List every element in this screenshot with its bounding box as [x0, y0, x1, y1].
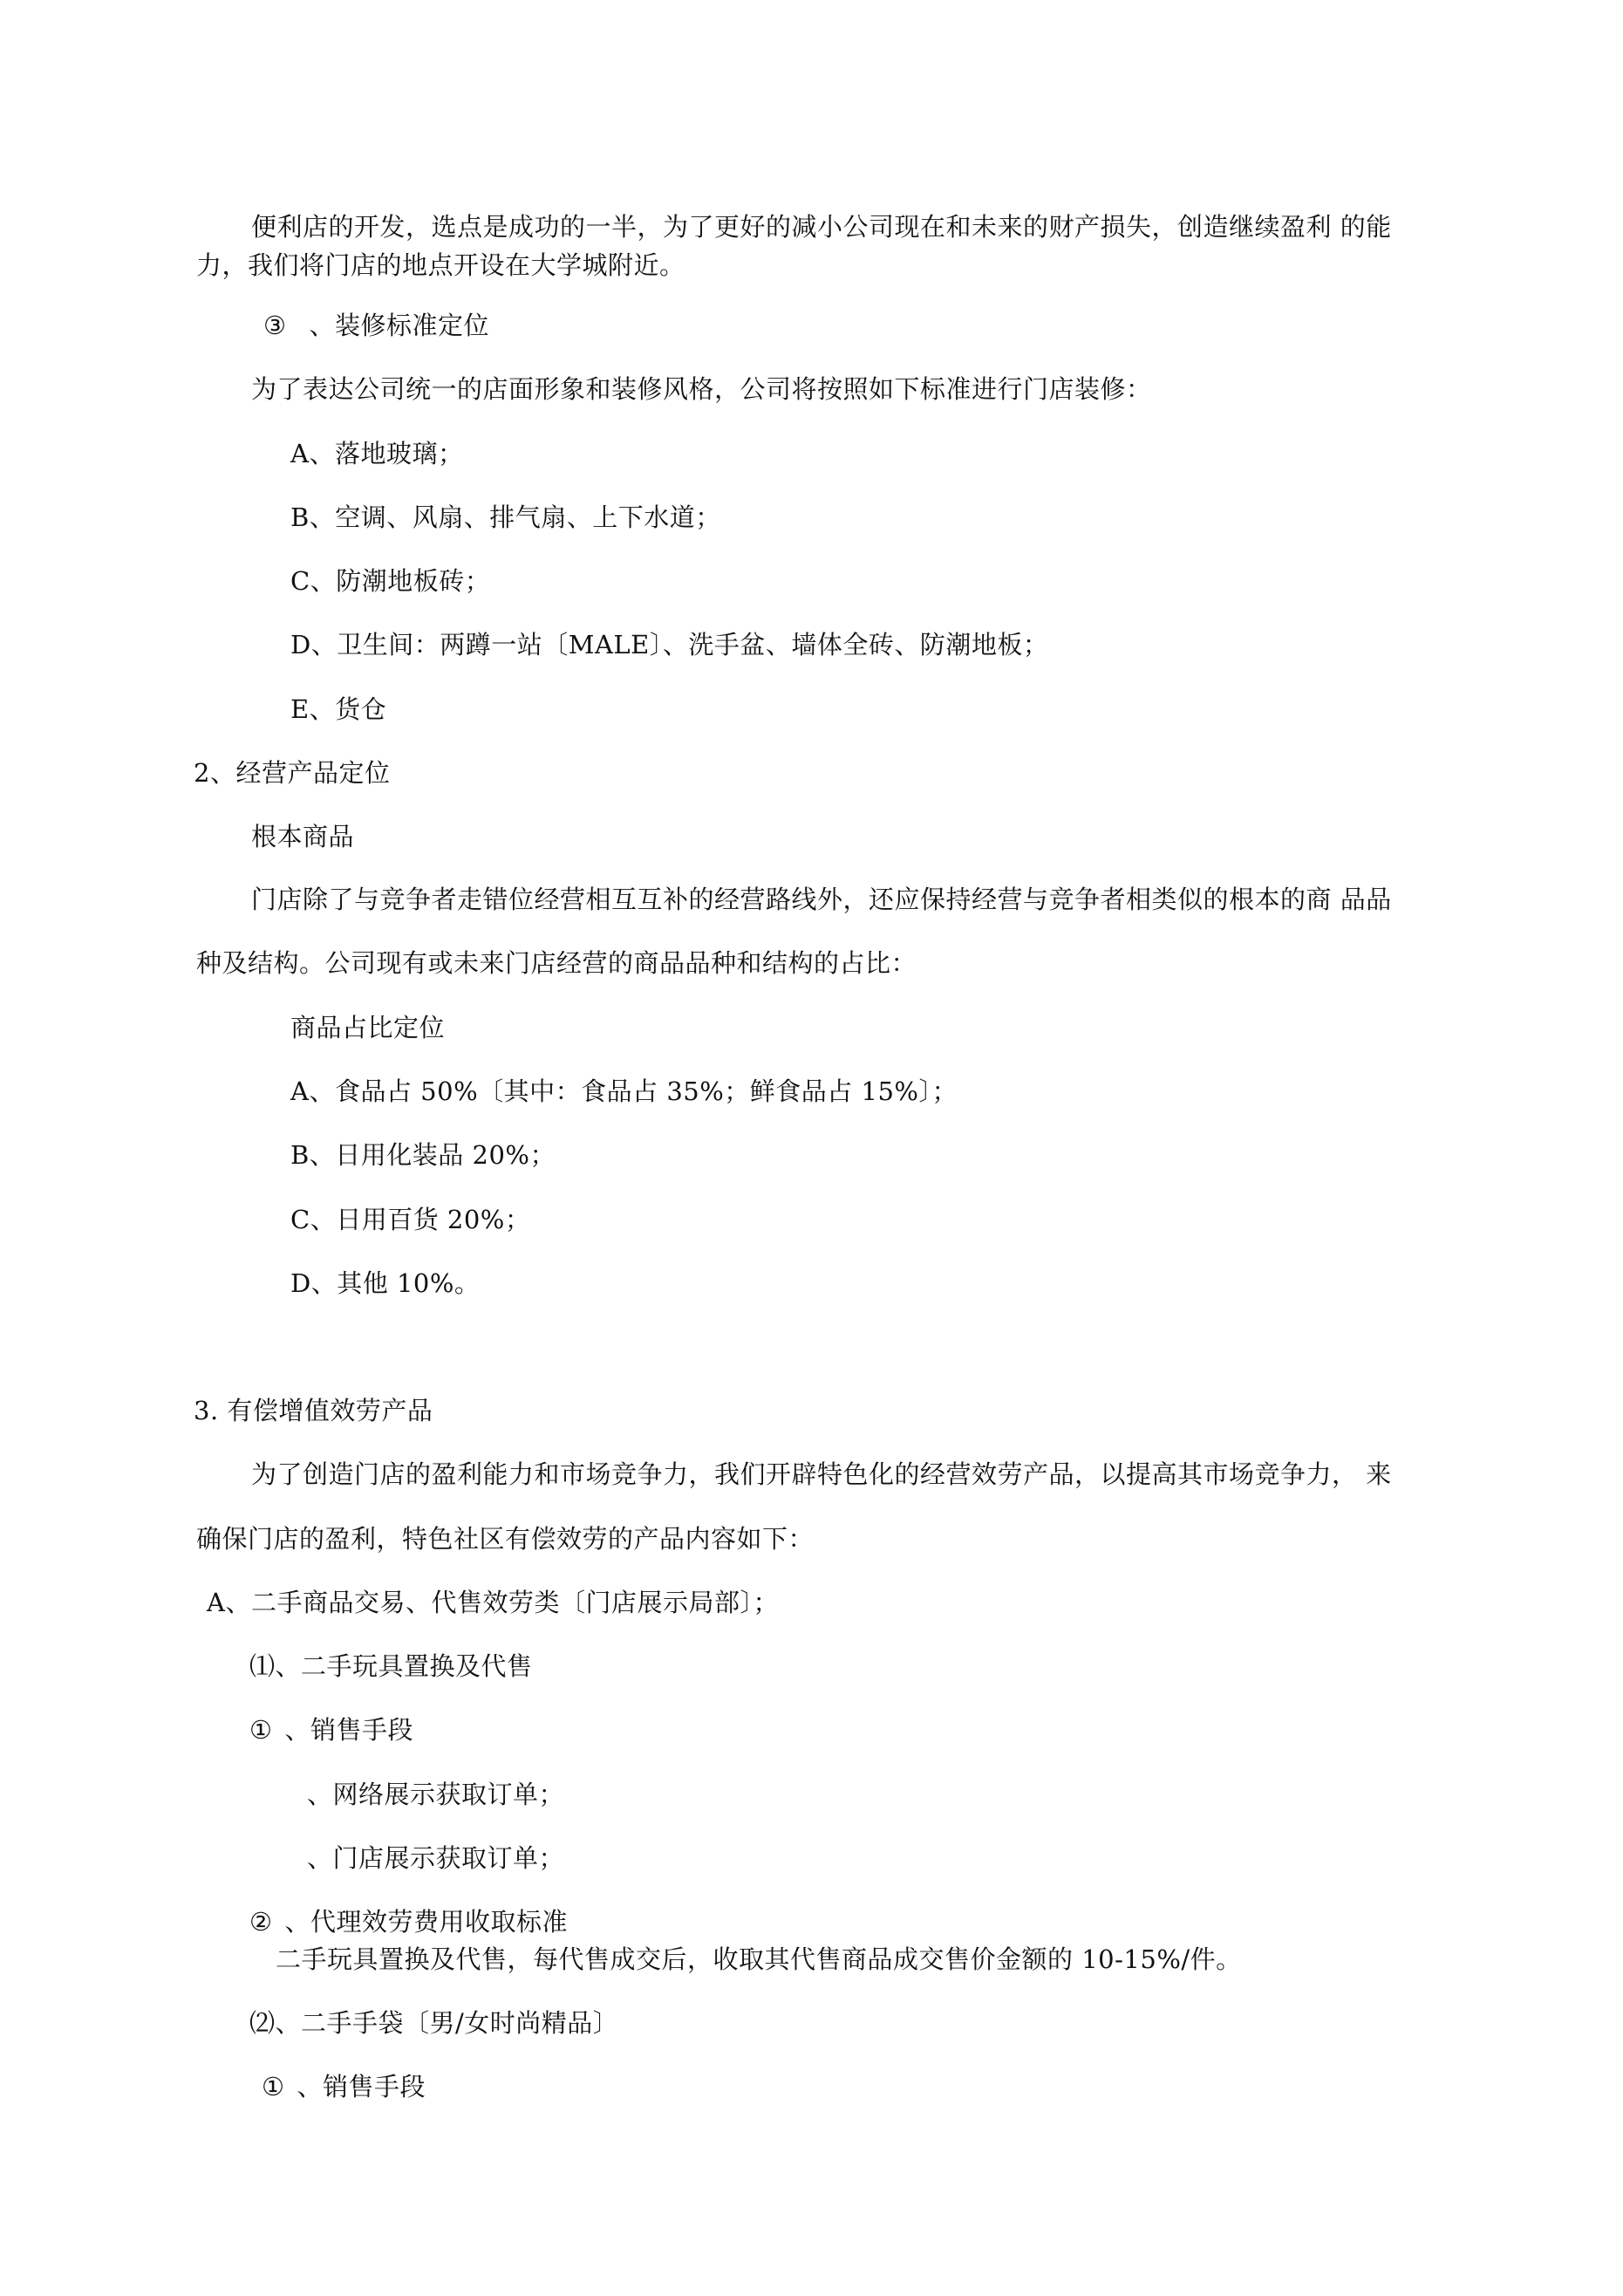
decoration-item-c: C、防潮地板砖；	[290, 566, 491, 596]
service-item-a: A、二手商品交易、代售效劳类〔门店展示局部〕；	[207, 1588, 779, 1617]
section-heading-3: 3. 有偿增值效劳产品	[194, 1396, 433, 1425]
paragraph-goods-line1: 门店除了与竞争者走错位经营相互互补的经营路线外，还应保持经营与竞争者相类似的根本的商 品品	[251, 885, 1392, 914]
heading-goods-ratio: 商品占比定位	[290, 1013, 446, 1042]
service-sub-1: ⑴、二手玩具置换及代售	[249, 1651, 533, 1681]
decoration-item-d: D、卫生间：两蹲一站〔MALE〕、洗手盆、墙体全砖、防潮地板；	[290, 630, 1049, 659]
ratio-item-d: D、其他 10%。	[290, 1268, 481, 1298]
service-1-fee-description: 二手玩具置换及代售，每代售成交后，收取其代售商品成交售价金额的 10-15%/件。	[276, 1944, 1242, 1974]
ratio-item-c: C、日用百货 20%；	[290, 1205, 531, 1234]
paragraph-site-selection-line2: 力，我们将门店的地点开设在大学城附近。	[196, 250, 685, 280]
fee-standard-label: 、代理效劳费用收取标准	[284, 1907, 569, 1937]
circled-number-3: ③	[263, 311, 287, 340]
service-1-method-store: 、门店展示获取订单；	[307, 1843, 565, 1873]
service-1-method-online: 、网络展示获取订单；	[307, 1780, 565, 1809]
decoration-item-a: A、落地玻璃；	[290, 439, 464, 468]
paragraph-goods-line2: 种及结构。公司现有或未来门店经营的商品品种和结构的占比：	[196, 948, 917, 978]
paragraph-decoration-intro: 为了表达公司统一的店面形象和装修风格，公司将按照如下标准进行门店装修：	[251, 374, 1152, 404]
paragraph-services-line1: 为了创造门店的盈利能力和市场竞争力，我们开辟特色化的经营效劳产品，以提高其市场竞争力， 来	[251, 1459, 1392, 1489]
service-1-sales-heading	[249, 1712, 413, 1747]
paragraph-site-selection-line1: 便利店的开发，选点是成功的一半，为了更好的减小公司现在和未来的财产损失，创造继续盈利 的能	[251, 212, 1392, 242]
circled-number-1: ①	[249, 1715, 273, 1745]
ratio-item-a: A、食品占 50%〔其中：食品占 35%；鲜食品占 15%〕；	[290, 1076, 958, 1106]
sales-means-label: 、销售手段	[297, 2072, 426, 2101]
sales-means-label: 、销售手段	[284, 1715, 414, 1745]
heading-decoration-standard	[263, 308, 489, 343]
circled-number-2: ②	[249, 1907, 273, 1937]
circled-number-1: ①	[262, 2072, 285, 2101]
service-sub-2: ⑵、二手手袋〔男/女时尚精品〕	[249, 2008, 619, 2038]
service-2-sales-heading	[262, 2069, 426, 2104]
heading-decoration-label: 、装修标准定位	[309, 311, 490, 340]
decoration-item-b: B、空调、风扇、排气扇、上下水道；	[290, 502, 721, 532]
heading-basic-goods: 根本商品	[251, 822, 355, 851]
service-1-fee-heading	[249, 1904, 568, 1939]
section-heading-2: 2、经营产品定位	[194, 758, 391, 788]
paragraph-services-line2: 确保门店的盈利，特色社区有偿效劳的产品内容如下：	[196, 1524, 815, 1554]
ratio-item-b: B、日用化装品 20%；	[290, 1140, 556, 1170]
decoration-item-e: E、货仓	[290, 694, 387, 724]
